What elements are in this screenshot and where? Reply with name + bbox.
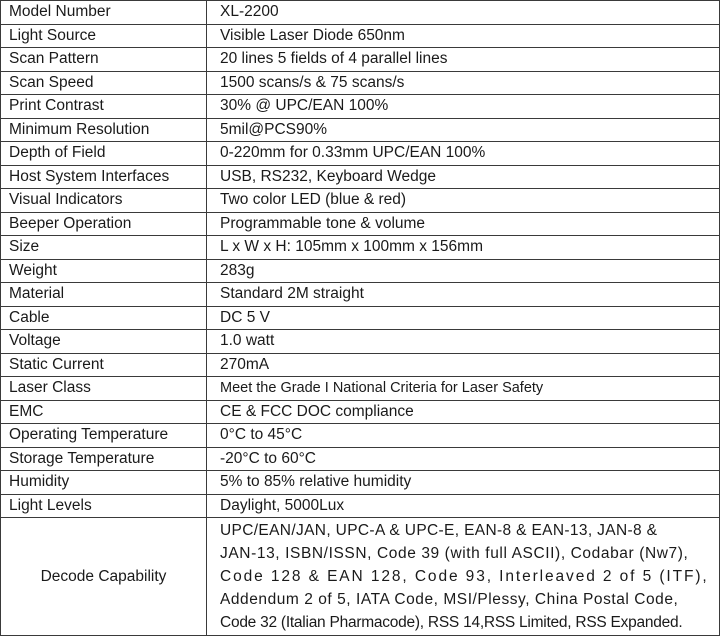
spec-label: Light Levels	[1, 494, 207, 518]
spec-row	[1, 48, 720, 72]
spec-label: Scan Speed	[1, 71, 207, 95]
spec-value: CE & FCC DOC compliance	[207, 400, 720, 424]
spec-row	[1, 95, 720, 119]
spec-value: Standard 2M straight	[207, 283, 720, 307]
decode-line: UPC/EAN/JAN, UPC-A & UPC-E, EAN-8 & EAN-13, JAN-8 &	[220, 522, 658, 539]
spec-row	[1, 471, 720, 495]
spec-row	[1, 306, 720, 330]
spec-value: 5mil@PCS90%	[207, 118, 720, 142]
spec-value: 0-220mm for 0.33mm UPC/EAN 100%	[207, 142, 720, 166]
decode-row	[1, 518, 720, 636]
spec-label: Light Source	[1, 24, 207, 48]
spec-value: 1500 scans/s & 75 scans/s	[207, 71, 720, 95]
spec-label: Static Current	[1, 353, 207, 377]
spec-label: Operating Temperature	[1, 424, 207, 448]
decode-line: Addendum 2 of 5, IATA Code, MSI/Plessy, China Postal Code,	[220, 591, 679, 608]
spec-row	[1, 330, 720, 354]
spec-label: Storage Temperature	[1, 447, 207, 471]
spec-label: Visual Indicators	[1, 189, 207, 213]
spec-row	[1, 447, 720, 471]
spec-label: Print Contrast	[1, 95, 207, 119]
spec-value: XL-2200	[207, 1, 720, 25]
spec-value: 0°C to 45°C	[207, 424, 720, 448]
spec-value: 5% to 85% relative humidity	[207, 471, 720, 495]
spec-row	[1, 259, 720, 283]
decode-line: Code 32 (Italian Pharmacode), RSS 14,RSS Limited, RSS Expanded.	[220, 614, 683, 631]
spec-value: 283g	[207, 259, 720, 283]
spec-label: Size	[1, 236, 207, 260]
spec-value: Meet the Grade I National Criteria for Laser Safety	[207, 377, 720, 401]
spec-label: Depth of Field	[1, 142, 207, 166]
spec-value: Daylight, 5000Lux	[207, 494, 720, 518]
spec-value: 20 lines 5 fields of 4 parallel lines	[207, 48, 720, 72]
spec-value: -20°C to 60°C	[207, 447, 720, 471]
spec-label: Cable	[1, 306, 207, 330]
spec-label: Model Number	[1, 1, 207, 25]
spec-value: 30% @ UPC/EAN 100%	[207, 95, 720, 119]
spec-row	[1, 142, 720, 166]
spec-label: Laser Class	[1, 377, 207, 401]
spec-value: DC 5 V	[207, 306, 720, 330]
decode-line: Code 128 & EAN 128, Code 93, Interleaved 2 of 5 (ITF),	[220, 568, 709, 585]
spec-row	[1, 283, 720, 307]
spec-label: Humidity	[1, 471, 207, 495]
spec-row	[1, 118, 720, 142]
spec-row	[1, 424, 720, 448]
spec-row	[1, 494, 720, 518]
spec-label: Beeper Operation	[1, 212, 207, 236]
spec-row	[1, 400, 720, 424]
decode-line: JAN-13, ISBN/ISSN, Code 39 (with full ASCII), Codabar (Nw7),	[220, 545, 689, 562]
decode-capability-label: Decode Capability	[1, 518, 207, 636]
spec-row	[1, 71, 720, 95]
spec-row	[1, 189, 720, 213]
spec-label: Host System Interfaces	[1, 165, 207, 189]
spec-table-body	[1, 1, 720, 636]
spec-value: Two color LED (blue & red)	[207, 189, 720, 213]
spec-value: 1.0 watt	[207, 330, 720, 354]
spec-row	[1, 165, 720, 189]
spec-label: Weight	[1, 259, 207, 283]
spec-label: Voltage	[1, 330, 207, 354]
spec-value: 270mA	[207, 353, 720, 377]
spec-row	[1, 377, 720, 401]
spec-value: Programmable tone & volume	[207, 212, 720, 236]
spec-row	[1, 353, 720, 377]
spec-label: Scan Pattern	[1, 48, 207, 72]
spec-row	[1, 1, 720, 25]
spec-row	[1, 236, 720, 260]
spec-row	[1, 212, 720, 236]
spec-label: Minimum Resolution	[1, 118, 207, 142]
spec-row	[1, 24, 720, 48]
spec-value: USB, RS232, Keyboard Wedge	[207, 165, 720, 189]
decode-capability-value	[207, 518, 720, 636]
spec-value: L x W x H: 105mm x 100mm x 156mm	[207, 236, 720, 260]
spec-label: EMC	[1, 400, 207, 424]
spec-label: Material	[1, 283, 207, 307]
spec-value: Visible Laser Diode 650nm	[207, 24, 720, 48]
